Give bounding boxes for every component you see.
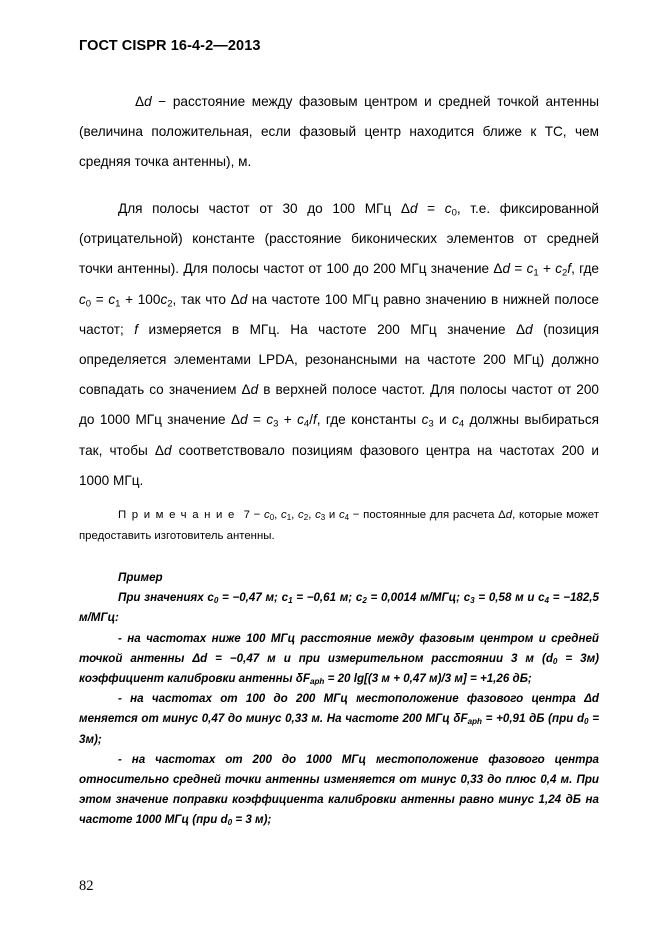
example-given-values: При значениях $c_0 = -0,47$ м; $c_1 = -0,61$ м; $c_2 = 0,0014$ м/МГц; $c_3 = 0,58$ м и $c_4 = -182,5$ м/МГц: — [79, 591, 599, 625]
note-7 — [79, 505, 599, 546]
example-item-100-200: - на частотах от 100 до 200 МГц местоположение фазового центра Δd меняется от минус 0,47 до минус 0,33 м. На частоте 200 МГц $\delta F_{aph} = +0,91$ дБ (при $d_0 = 3м$); — [79, 692, 600, 746]
example-item-200-1000: - на частотах от 200 до 1000 МГц местоположение фазового центра относительно средней точки антенны изменяется от минус 0,33 до плюс 0,4 м. При этом значение поправки коэффициента калибровки антенны равно минус 1,24 дБ на частоте 1000 МГц (при $d_0 = 3$ м); — [79, 752, 599, 828]
frequency-bands-paragraph: Для полосы частот от 30 до 100 МГц $\Delta d = c_0$, т.е. фиксированной (отрицательной) константе (расстояние биконических элементов от средней точки антенны). Для полосы частот от 100 до 200 МГц значение $\Delta d = c_1 + c_2f$, где $c_0 = c_1 + 100c_2$, так что Δd на частоте 100 МГц равно значению в нижней полосе частот; f измеряется в МГц. На частоте 200 МГц значение Δd (позиция определяется элементами LPDA, резонансными на частоте 200 МГц) должно совпадать со значением Δd в верхней полосе частот. Для полосы частот от 200 до 1000 МГц значение $\Delta d = c_3 + c_4/f$, где константы $c_3$ и $c_4$ должны выбираться так, чтобы Δd соответствовало позициям фазового центра на частотах 200 и 1000 МГц. — [79, 201, 599, 488]
delta-d-definition: Δd − расстояние между фазовым центром и средней точкой антенны (величина положительная, если фазовый центр находится ближе к ТС, чем средняя точка антенны), м. — [79, 94, 599, 170]
frequency-bands-block — [79, 194, 599, 496]
definition-block — [79, 87, 599, 178]
example-heading: Пример — [118, 571, 163, 584]
example-block — [79, 568, 599, 831]
example-item-below-100: - на частотах ниже 100 МГц расстояние между фазовым центром и средней точкой антенны Δd = −0,47 м и при измерительном расстоянии 3 м $(d_0 = 3м)$ коэффициент калибровки антенны $\delta F_{aph} = 20$ lg[(3 м + 0,47 м)/3 м] = +1,26 дБ; — [79, 631, 600, 687]
document-header: ГОСТ CISPR 16-4-2—2013 — [79, 38, 261, 54]
page-number: 82 — [79, 878, 94, 894]
note-content: $7 - c_0$, $c_1$, $c_2$, $c_3$ и $c_4$ − постоянные для расчета Δd, которые может предоставить изготовитель антенны. — [79, 509, 599, 542]
note-label: Примечание — [118, 509, 240, 521]
